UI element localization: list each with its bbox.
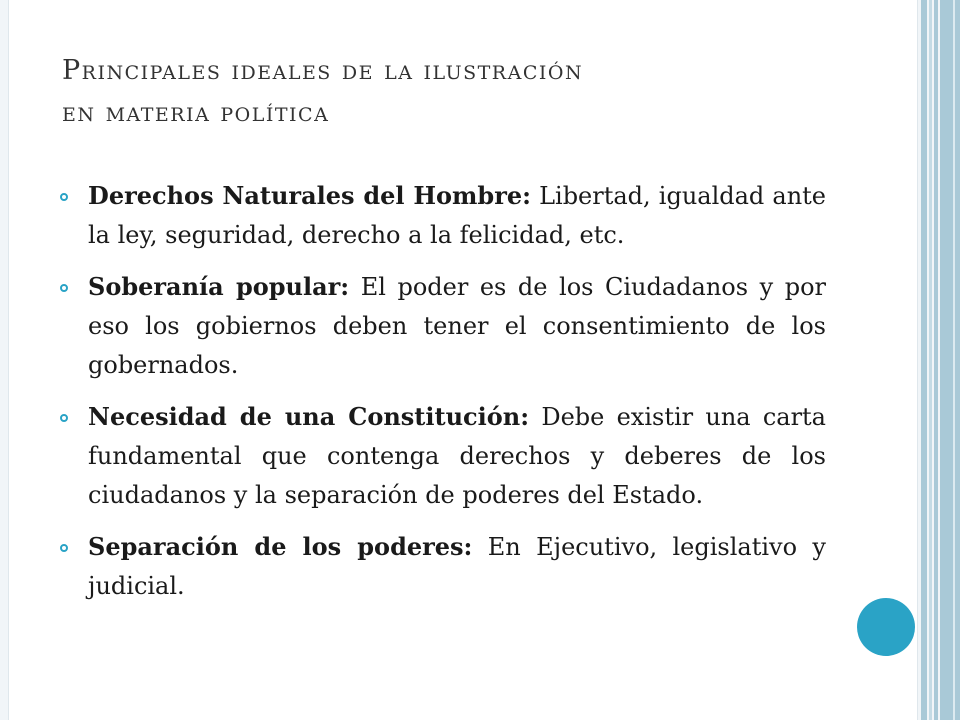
bullet-text: El poder es de los Ciudadanos y por eso los gobiernos deben tener el consentimiento de los gobernados.	[88, 273, 826, 379]
slide-title-line1: Principales ideales de la ilustración	[62, 55, 584, 86]
decorative-stripe	[953, 0, 955, 720]
bullet-item	[60, 527, 826, 606]
bullet-item	[60, 176, 826, 255]
bullet-item	[60, 267, 826, 385]
decorative-stripe	[929, 0, 932, 720]
bullet-text: Debe existir una carta fundamental que contenga derechos y deberes de los ciudadanos y la separación de poderes del Estado.	[88, 403, 826, 509]
bullet-circle-icon	[60, 544, 68, 552]
bullet-list	[60, 176, 826, 618]
bullet-circle-icon	[60, 193, 68, 201]
bullet-circle-icon	[60, 414, 68, 422]
bullet-term: Soberanía popular:	[88, 272, 350, 301]
slide-title-line2: en materia política	[62, 97, 330, 128]
bullet-text: Libertad, igualdad ante la ley, seguridad, derecho a la felicidad, etc.	[88, 182, 826, 249]
decorative-stripe	[934, 0, 938, 720]
bullet-term: Derechos Naturales del Hombre:	[88, 181, 531, 210]
bullet-item	[60, 397, 826, 515]
decorative-stripe	[921, 0, 927, 720]
slide-title	[62, 50, 842, 134]
decorative-stripe	[940, 0, 960, 720]
decorative-circle	[857, 598, 915, 656]
bullet-circle-icon	[60, 284, 68, 292]
bullet-term: Necesidad de una Constitución:	[88, 402, 530, 431]
bullet-term: Separación de los poderes:	[88, 532, 473, 561]
bullet-text: En Ejecutivo, legislativo y judicial.	[88, 533, 826, 600]
